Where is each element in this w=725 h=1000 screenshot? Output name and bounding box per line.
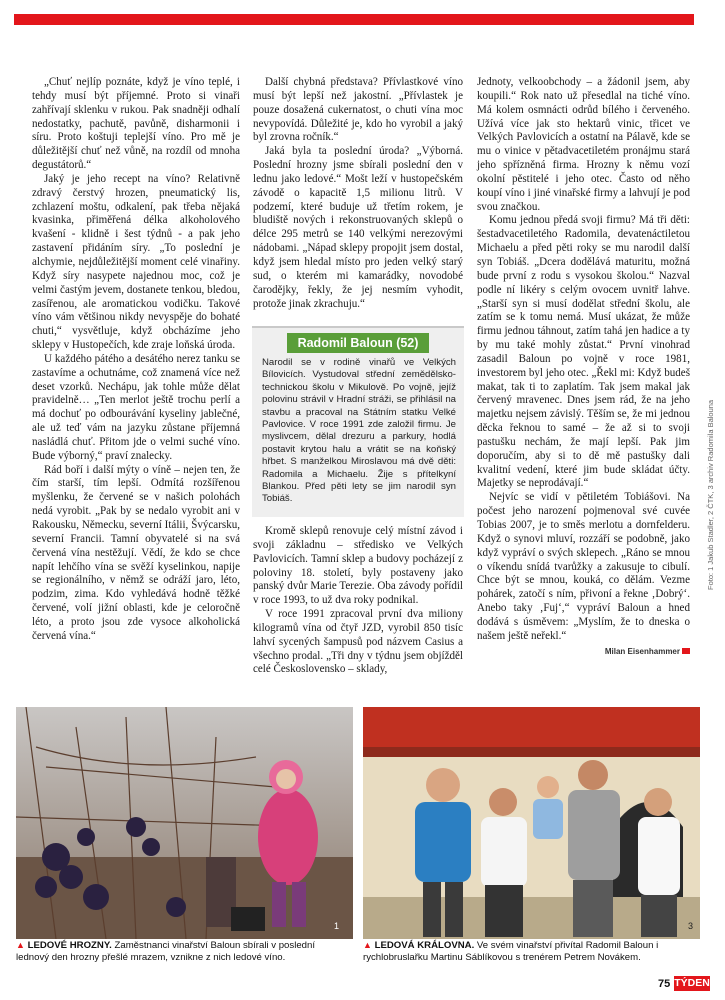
caption-head: LEDOVÉ HROZNY.	[27, 940, 112, 951]
photo-ice-grapes-image	[16, 707, 353, 939]
photo-ice-queen	[363, 707, 700, 939]
author-line	[477, 645, 690, 659]
photo-credit: Foto: 1 Jakub Stadler, 2 ČTK, 3 archiv Radomila Balouna	[706, 399, 715, 590]
caption-head: LEDOVÁ KRÁLOVNA.	[374, 940, 475, 951]
paragraph: U každého pátého a desátého nerez tanku se zastavíme a ochutnáme, což znamená více než deset vzorků. Nechápu, jak tohle může dělat pravidelně… „Ten merlot ještě trochu perlí a má dochuť po odbourávání kyseliny jablečné, ale už teď vám na jazyku zůstane příjemná nasládlá chuť. Přitom jde o velmi suché víno. Bude výborný,“ praví znalecky.	[32, 352, 240, 462]
photo-ice-queen-image	[363, 707, 700, 939]
caption-ice-queen	[363, 939, 700, 965]
paragraph: Jednoty, velkoobchody – a žádonil jsem, aby koupili.“ Rok nato už přesedlal na tiché víno. Má kolem osmnácti odrůd bílého i červeného. Užívá více jak sto hektarů vinic, třicet ve Velkých Pavlovicích a ostatní na Pálavě, kde se mu o vinice v pětadvacetiletém pronájmu stará jeho spřízněná firma. Hrozny k němu vozí okolní pěstitelé i jeho otec. Často od něho koupí víno i jiné vinařské firmy a lahvují je pod svou značkou.	[477, 76, 690, 213]
paragraph: Komu jednou předá svoji firmu? Má tři děti: šestadvacetiletého Radomila, devatenáctiletou Michaelu a před pěti roky se mu narodil další syn Tobiáš. „Dcera dodělává maturitu, možná bude první z rodu s vysokou školou.“ Nazval podle ní likéry s celým ovocem uvnitř lahve. „Starší syn si musí dodělat střední školu, ale zatím se k tomu nemá. Musí ukázat, že může firmu jednou táhnout, zatím tahá jen hadice a ty by mu také mohly zůstat.“ První vinohrad zasadil Baloun po vojně v roce 1981, investorem byl jeho otec. „Řekl mi: Když budeš makat, tak ti to zaplatím. Tak jsem makal jak červený mravenec. Dnes jsem rád, že na jeho majetku nejsem závislý. Těším se, že mi jednou děcka řeknou to samé – že až si to svoji pastušku nechám, že mají lepší. Pak jim doporučím, aby si to dě mě pastušky dali kvalitní vedení, které jim bude skládat účty. Majetky se neprodávají.“	[477, 214, 690, 490]
top-red-bar	[14, 14, 694, 25]
paragraph: V roce 1991 zpracoval první dva miliony kilogramů vína od čtyř JZD, vyrobil 850 tisíc lahví sycených šampusů pod názvem Casius a všechno prodal. „Tři dny v týdnu jsem objížděl celé Československo – sklady,	[253, 608, 463, 676]
column-2	[253, 76, 463, 311]
author-name: Milan Eisenhammer	[604, 646, 680, 656]
triangle-icon: ▲	[16, 940, 25, 950]
photo-number: 3	[688, 921, 694, 931]
column-2-continued	[253, 525, 463, 677]
profile-box-title: Radomil Baloun (52)	[287, 333, 429, 353]
triangle-icon: ▲	[363, 940, 372, 950]
photo-number: 1	[334, 921, 340, 931]
profile-box-text: Narodil se v rodině vinařů ve Velkých Bílovicích. Vystudoval střední zemědělsko-technickou školu v Mikulově. Po vojně, jejíž polovinu strávil v Hradní stráži, se přihlásil na stavbu a pracoval na Státním statku Velké Pavlovice. V roce 1991 zde založil firmu. Je myslivcem, dělal drezuru a parkury, hodlá postavit krytou halu a vrátit se na koňský hřbet. S manželkou Miroslavou má dvě děti: Radomila a Michaelu. Žije s přítelkyní Blankou. Před pěti lety se jim narodil syn Tobiáš.	[262, 357, 456, 505]
photo-ice-grapes	[16, 707, 353, 939]
caption-text: Ve svém vinařství přivítal Radomil Baloun i rychlobruslařku Martinu Sáblíkovou s trenérem Petrem Novákem.	[363, 940, 659, 964]
paragraph: „Chuť nejlíp poznáte, když je víno teplé, i tehdy musí být příjemné. Proto si vinaři zahřívají sklenku v rukou. Pak snadněji odhalí nedostatky, pachutě, pavůně, disharmonii i síru. Proto koštuji teplejší víno. Pro mě je důležitější chuť než vůně, na rozdíl od mnoha degustátorů.“	[32, 76, 240, 172]
brand-logo: TÝDEN	[674, 977, 710, 989]
paragraph: Další chybná představa? Přívlastkové víno musí být lepší než jakostní. „Přívlastek je pouze dosažená cukernatost, o chuti vína moc nevypovídá. Důležité je, kdo ho vyrobil a jaký byl zrovna ročník.“	[253, 76, 463, 144]
caption-ice-grapes	[16, 939, 346, 965]
column-1	[32, 76, 240, 644]
paragraph: Kromě sklepů renovuje celý místní závod i svoji základnu – středisko ve Velkých Pavlovicích. Tamní sklep a budovy pocházejí z poloviny 18. století, byly postaveny jako panský dvůr Marie Terezie. Oba závody pořídil v roce 1993, to už dva roky podnikal.	[253, 525, 463, 607]
paragraph: Jaká byla ta poslední úroda? „Výborná. Poslední hrozny jsme sbírali poslední den v lednu jako ledové.“ Mošt leží v hustopečském závodě o kapacitě 1,5 milionu litrů. V podzemí, které buduje už třetím rokem, je bludiště nových i rekonstruovaných sklepů o délce 295 metrů se 140 velkými nerezovými nádobami. „Nápad sklepy propojit jsem dostal, když jsem hledal místo pro jeden velký starý sud, o kterém mi kamarádky, novodobé čarodějky, řekly, že jej nesmím vyhodit, protože jinak zkrachuju.“	[253, 145, 463, 310]
author-mark	[682, 648, 690, 654]
page-number: 75	[658, 978, 671, 990]
caption-text: Zaměstnanci vinařství Baloun sbírali v poslední lednový den hrozny přešlé mrazem, vznikne z nich ledové víno.	[16, 940, 315, 964]
paragraph: Rád boří i další mýty o víně – nejen ten, že čím starší, tím lepší. Odmítá rozšířenou myšlenku, že červené se v našich polohách nedá vyrobit. „Pak by se nedalo vyrobit ani v Rakousku, Německu, severní Itálii, Švýcarsku, severní Francii. Tamní obyvatelé si na svá červená vína nestěžují. Vědí, že kdo se chce napít lehčího vína se svěží kyselinkou, napije se regionálního, v němž se odráží jaro, léto, podzim, zima. Kdo vyhledává hodně těžké červené, volí jižní oblasti, kde je celoročně léto, a proto jsou zde vysoce alkoholická červená vína.“	[32, 463, 240, 642]
paragraph: Jaký je jeho recept na víno? Relativně zdravý čerstvý hrozen, pneumatický lis, zchlazení moštu, odkalení, pak třeba nějaká kvasinka, přiměřená délka alkoholového kvašení - klidně i šest týdnů - a pak jeho zastavení přidáním síry. „To poslední je alchymie, nejdůležitější moment celé vinařiny. Když síry nasypete najednou moc, což je velmi častým jevem, dostanete tenkou, bledou, zasířenou, ale aromatickou vodičku. Takové víno vám většinou nikdy nevyspěje do bohaté chuti,“ vysvětluje, když obcházíme jeho sklepy v Hustopečích, kde zraje loňská úroda.	[32, 172, 240, 352]
profile-box	[252, 326, 464, 517]
paragraph: Nejvíc se vidí v pětiletém Tobiášovi. Na počest jeho narození pojmenoval své cuvée Tobias 2007, je to směs merlotu a dornfelderu. Když o synovi mluví, rozzáří se podobně, jako když vypráví o svých sklepech. „Ráno se mnou o víkendu snídá tvarůžky a zakusuje to cibulí. Chce být se mnou, kouká, co dělám. Vezme pohárek, zatočí s ním, přivoní a řekne ‚Dobrý‘. Anebo taky ‚Fuj‘,“ vypráví Baloun a hned dodává s úsměvem: „Myslím, že to dneska o našem ještě neřekl.“	[477, 491, 690, 642]
column-3	[477, 76, 690, 658]
